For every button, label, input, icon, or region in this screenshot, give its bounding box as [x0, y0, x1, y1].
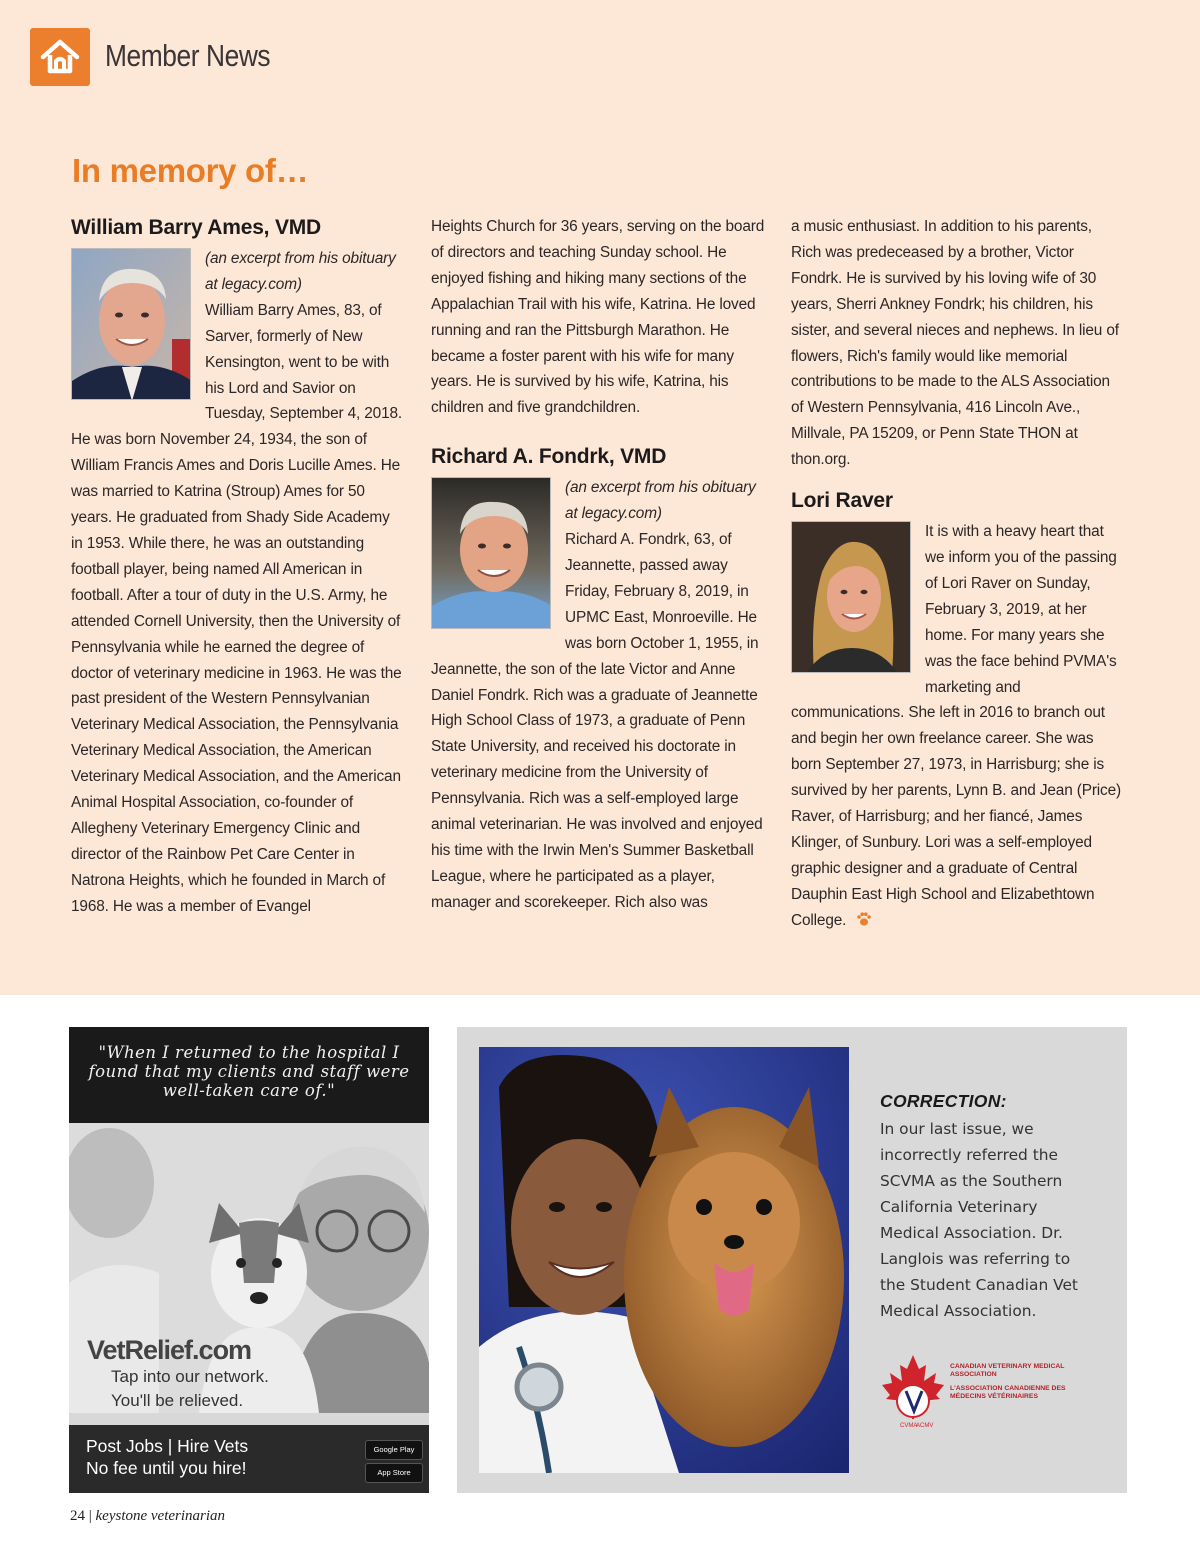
ames-photo	[71, 248, 191, 400]
app-store-badge[interactable]: App Store	[365, 1463, 423, 1483]
cvma-logo	[878, 1353, 1078, 1433]
publication-name: keystone veterinarian	[95, 1508, 226, 1524]
cvma-names	[950, 1363, 1090, 1400]
correction-box	[457, 1027, 1127, 1493]
ames-text-beside: William Barry Ames, 83, of Sarver, formerly of New Kensington, went to be with his Lord and Savior on Tuesday, September 4,	[205, 301, 390, 423]
fondrk-source: (an excerpt from his obituary at legacy.com)	[565, 479, 756, 523]
ad-quote-panel	[69, 1027, 429, 1123]
column-1	[71, 214, 405, 920]
fondrk-text-continued: a music enthusiast. In addition to his parents, Rich was predeceased by a brother, Victor Fondrk. He is survived by his loving wife of 30 years, Sherri Ankney Fondrk; his children, his sister, and several nieces and nephews. In lieu of flowers, Rich's family would like memorial contributions to be made to the ALS Association of Western Pennsylvania, 416 Lincoln Ave., Millvale, PA 15209, or Penn State THON at thon.org.	[791, 218, 1119, 469]
ames-name: William Barry Ames, VMD	[71, 216, 322, 239]
memorial-heading: In memory of…	[72, 152, 309, 189]
correction-body: In our last issue, we incorrectly referred the SCVMA as the Southern California Veterinary Medical Association. Dr. Langlois was referring to the Student Canadian Vet Medical Association.	[880, 1120, 1078, 1320]
cvma-name-en: CANADIAN VETERINARY MEDICAL ASSOCIATION	[950, 1363, 1065, 1378]
ad-tagline-1: Tap into our network.	[111, 1367, 269, 1386]
column-2	[431, 214, 765, 916]
ames-text-continued: Heights Church for 36 years, serving on the board of directors and teaching Sunday school. He enjoyed fishing and hiking many sections of the Appalachian Trail with his wife, Katrina. He loved running and ran the Pittsburgh Marathon. He became a foster parent with his wife for many years. He is survived by his wife, Katrina, his children and five grandchildren.	[431, 218, 765, 417]
ad-cta	[86, 1435, 248, 1479]
ad-tagline	[111, 1365, 269, 1413]
ad-quote: "When I returned to the hospital I found that my clients and staff were well-taken care of."	[88, 1043, 410, 1100]
paw-icon	[856, 910, 872, 936]
cvma-name-fr: L'ASSOCIATION CANADIENNE DES MÉDECINS VÉTÉRINAIRES	[950, 1385, 1066, 1400]
raver-name: Lori Raver	[791, 489, 893, 513]
vet-with-dog-photo	[479, 1047, 849, 1473]
seal-right-text: ACMV	[916, 1423, 934, 1429]
seal-left-text: CVMA	[900, 1423, 918, 1429]
ad-cta-2: No fee until you hire!	[86, 1458, 247, 1478]
column-3	[791, 214, 1125, 936]
maple-leaf-icon	[878, 1353, 948, 1433]
fondrk-text-below: in Jeannette, the son of the late Victor and Anne Daniel Fondrk. Rich was a graduate of Jeannette High School Class of 1973, a graduate of Penn State University, and received his doctorate in veterinary medicine from the University of Pennsylvania. Rich was a self-employed large animal veterinarian. He was involved and enjoyed his time with the Irwin Men's Summer Basketball League, where he participated as a player, manager and scorekeeper. Rich also was	[431, 634, 763, 911]
fondrk-photo	[431, 477, 551, 629]
page-number: 24	[70, 1508, 85, 1524]
footer-separator: |	[88, 1508, 92, 1524]
vetrelief-ad[interactable]	[69, 1027, 429, 1493]
raver-photo	[791, 521, 911, 673]
ad-cta-panel	[69, 1425, 429, 1493]
vetrelief-logo: VetRelief.com	[87, 1335, 252, 1365]
raver-text-below: communications. She left in 2016 to branch out and begin her own freelance career. She was born September 27, 1973, in Harrisburg; she is survived by her parents, Lynn B. and Jean (Price) Raver, of Harrisburg; and her fiancé, James Klinger, of Sunbury. Lori was a self-employed graphic designer and a graduate of Central Dauphin East High School and Elizabethtown College.	[791, 704, 1121, 929]
ames-source: (an excerpt from his obituary at legacy.com)	[205, 250, 396, 293]
fondrk-name: Richard A. Fondrk, VMD	[431, 445, 667, 469]
fondrk-text-beside: Richard A. Fondrk, 63, of Jeannette, passed away Friday, February 8, 2019, in UPMC East, Monroeville. He was born October 1, 1955,	[565, 531, 757, 652]
section-title: Member News	[105, 38, 271, 73]
page-footer	[70, 1508, 225, 1525]
correction-title: CORRECTION:	[880, 1091, 1007, 1111]
ad-cta-1: Post Jobs | Hire Vets	[86, 1436, 249, 1456]
ames-text-below: 2018. He was born November 24, 1934, the son of William Francis Ames and Doris Lucille Ames. He was married to Katrina (Stroup) Ames for 50 years. He graduated from Shady Side Academy in 1953. While there, he was an outstanding football player, being named All American in football. After a tour of duty in the U.S. Army, he attended Cornell University, then the University of Pennsylvania while he earned the degree of doctor of veterinary medicine in 1963. He was the past president of the Western Pennsylvanian Veterinary Medical Association, the Pennsylvania Veterinary Medical Association, the American Veterinary Medical Association, and the American Animal Hospital Association, co-founder of Allegheny Veterinary Emergency Clinic and director of the Rainbow Pet Care Center in Natrona Heights, which he founded in March of 1968. He was a member of Evangel	[71, 405, 403, 915]
raver-text-beside: It is with a heavy heart that we inform you of the passing of Lori Raver on Sunday, February 3, 2019, at her home. For many years she was the face behind PVMA's marketing and	[925, 523, 1117, 696]
ad-tagline-2: You'll be relieved.	[111, 1391, 244, 1410]
home-icon[interactable]	[30, 28, 90, 86]
google-play-badge[interactable]: Google Play	[365, 1440, 423, 1460]
